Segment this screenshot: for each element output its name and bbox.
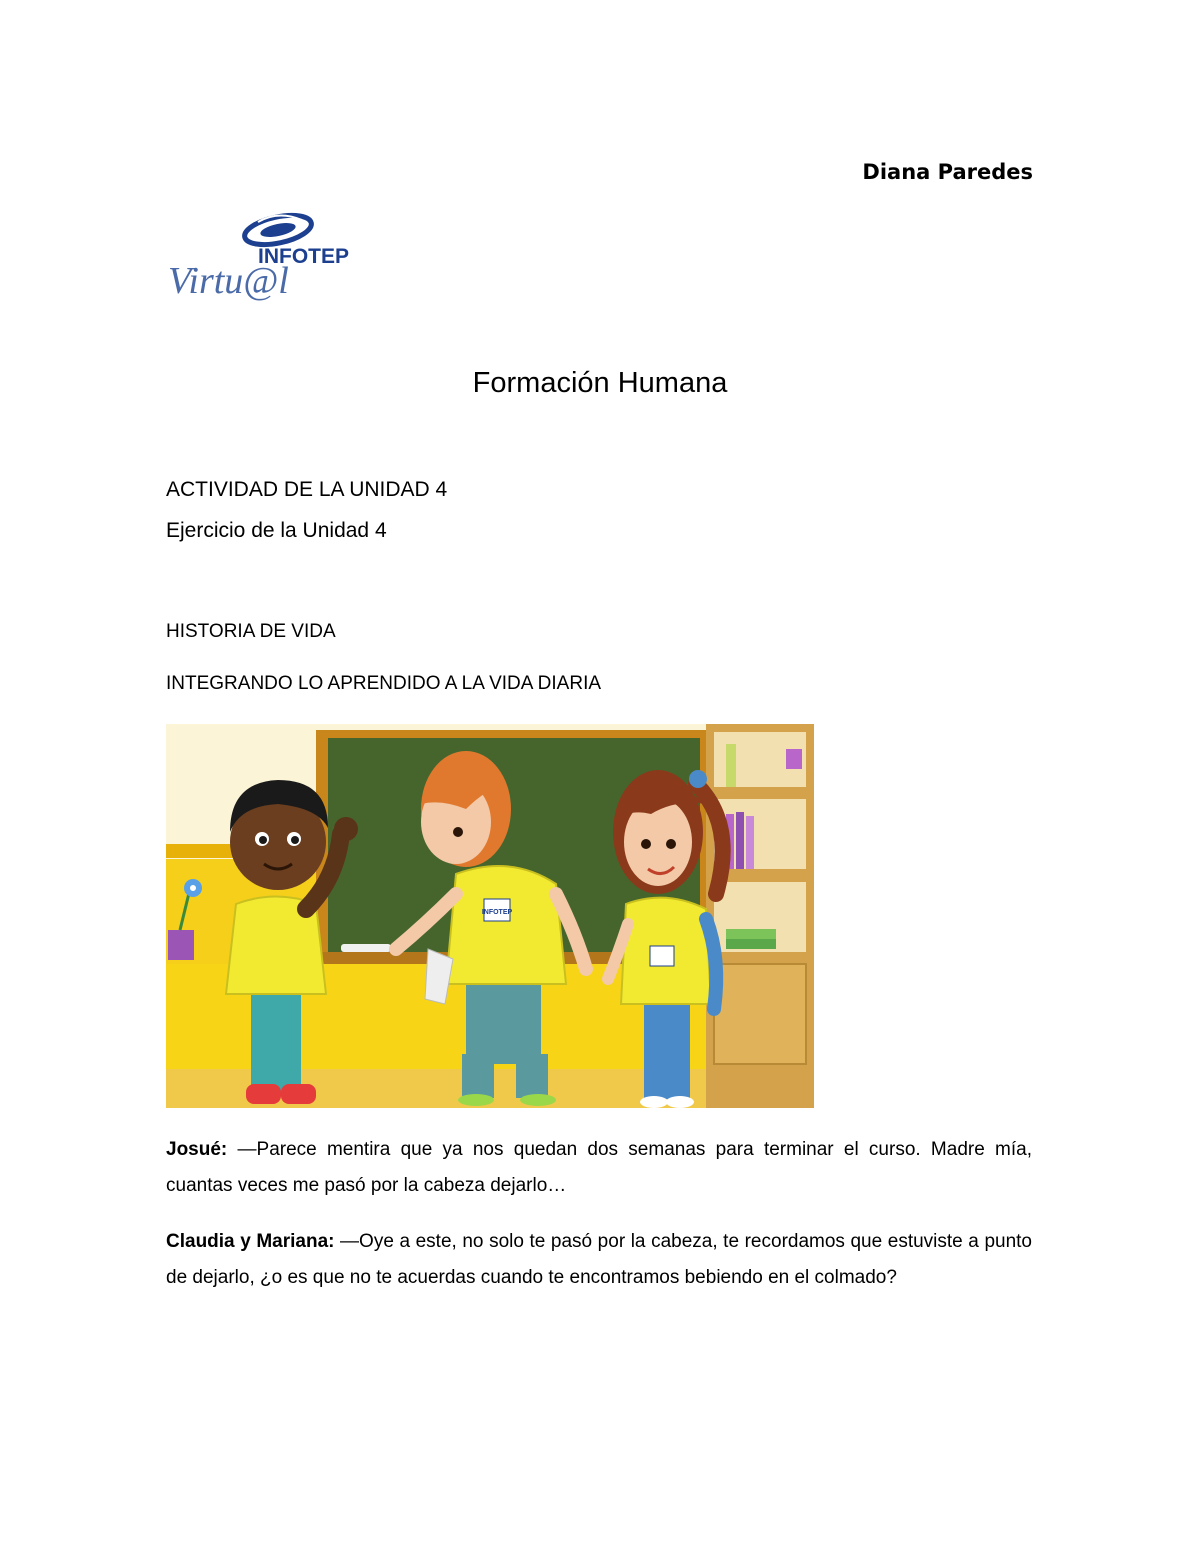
shirt-badge-text: INFOTEP <box>481 909 513 916</box>
speaker-claudia-mariana: Claudia y Mariana: <box>166 1231 335 1252</box>
document-title: Formación Humana <box>472 367 728 399</box>
dialogue-claudia-mariana-text: —Oye a este, no solo te pasó por la cabeza, te recordamos que estuviste a punto de dejarlo, ¿o es que no te acuerdas cuando te encontramos bebiendo en el colmado? <box>166 1231 1032 1288</box>
dialogue-josue-text: —Parece mentira que ya nos quedan dos semanas para terminar el curso. Madre mía, cuantas veces me pasó por la cabeza dejarlo… <box>166 1139 1032 1196</box>
dialogue-claudia-mariana <box>166 1224 1032 1296</box>
author-name: Diana Paredes <box>862 160 1033 184</box>
activity-heading: ACTIVIDAD DE LA UNIDAD 4 <box>166 478 448 501</box>
logo-top-text: INFOTEP <box>258 245 350 268</box>
dialogue-josue <box>166 1132 1032 1204</box>
infotep-virtual-logo <box>166 208 350 302</box>
exercise-heading: Ejercicio de la Unidad 4 <box>166 519 387 542</box>
subsection-heading: INTEGRANDO LO APRENDIDO A LA VIDA DIARIA <box>166 673 602 694</box>
section-heading: HISTORIA DE VIDA <box>166 621 336 642</box>
logo-script-text: Virtu@l <box>168 260 289 302</box>
speaker-josue: Josué: <box>166 1139 228 1160</box>
classroom-illustration <box>166 724 814 1108</box>
